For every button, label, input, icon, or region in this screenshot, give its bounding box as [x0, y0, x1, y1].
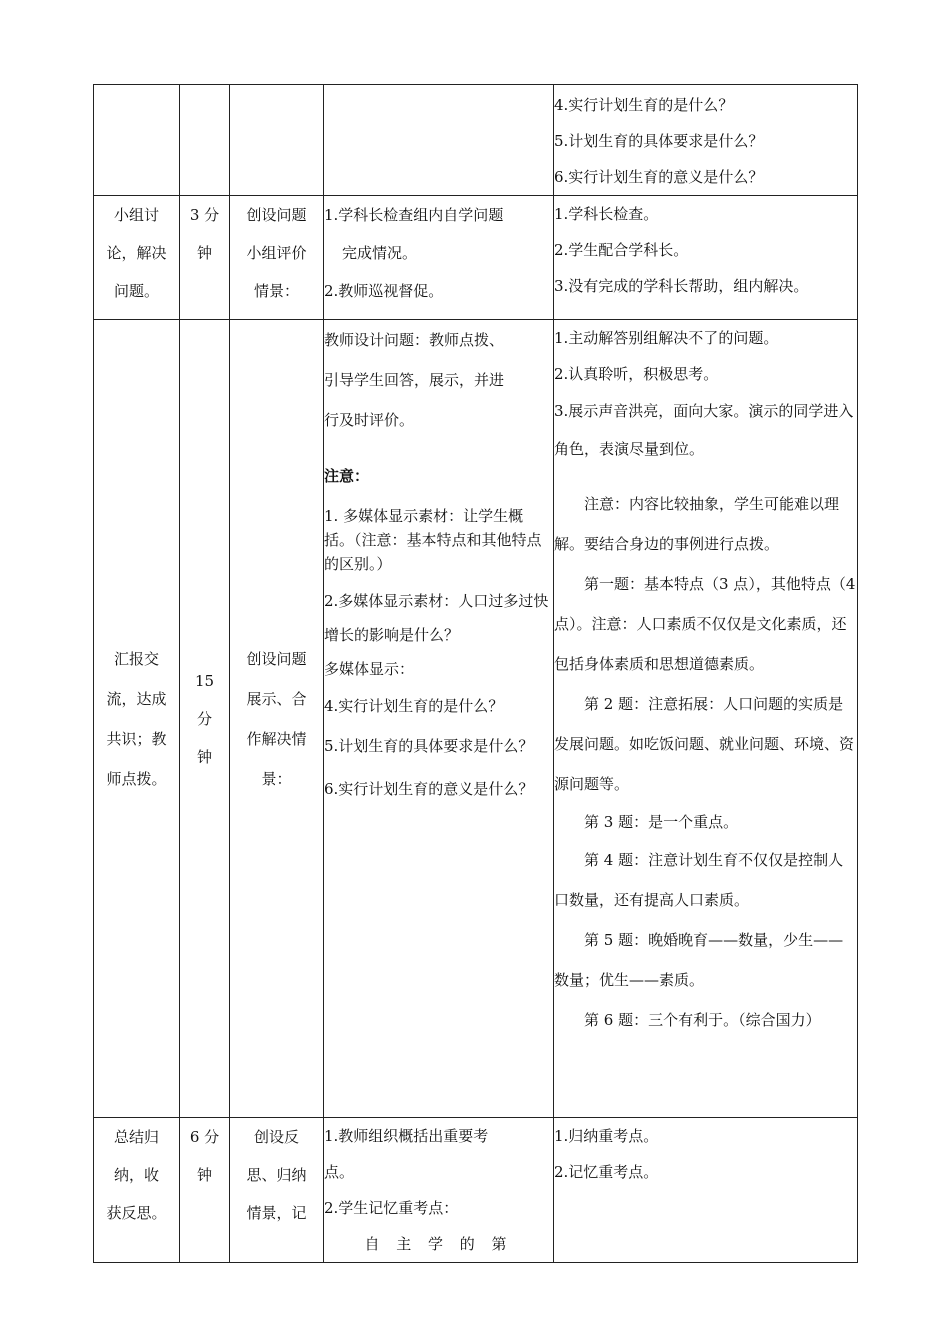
situation-cell [230, 85, 324, 196]
stage-line: 小组讨 [113, 206, 159, 224]
teacher-activity-cell [324, 1118, 554, 1263]
teacher-line: 1.学科长检查组内自学问题 [324, 206, 504, 224]
stage-line: 共识；教 [106, 729, 167, 748]
stage-line: 流，达成 [106, 689, 167, 708]
teacher-item: 2.多媒体显示素材：人口过多过快增长的影响是什么？ [324, 592, 549, 644]
teacher-line: 2.学生记忆重考点： [324, 1199, 459, 1217]
situation-line: 创设问题 [246, 649, 307, 668]
teacher-line: 1.教师组织概括出重要考 [324, 1127, 489, 1145]
student-note: 第一题：基本特点（3 点），其他特点（4 点）。注意：人口素质不仅仅是文化素质，还包括身体素质和思想道德素质。 [554, 575, 856, 673]
situation-line: 思、归纳 [246, 1166, 307, 1184]
table-row [94, 196, 858, 320]
student-line: 3.展示声音洪亮，面向大家。演示的同学进入角色，表演尽量到位。 [554, 402, 854, 458]
situation-line: 情景，记 [246, 1204, 307, 1222]
stage-line: 问题。 [113, 282, 159, 300]
student-line: 2.认真聆听，积极思考。 [554, 365, 719, 383]
teacher-item: 4.实行计划生育的是什么？ [324, 697, 504, 715]
situation-line: 创设问题 [246, 206, 307, 224]
student-note: 第 2 题：注意拓展：人口问题的实质是发展问题。如吃饭问题、就业问题、环境、资源问题等。 [554, 695, 855, 793]
situation-cell [230, 196, 324, 320]
stage-line: 总结归 [113, 1128, 159, 1146]
stage-cell [94, 1118, 180, 1263]
table-row [94, 1118, 858, 1263]
situation-cell [230, 1118, 324, 1263]
time-cell [180, 196, 230, 320]
time-line: 钟 [196, 244, 212, 262]
situation-line: 作解决情 [246, 729, 307, 748]
student-activity-cell [554, 85, 858, 196]
student-line: 4.实行计划生育的是什么？ [554, 96, 734, 114]
student-line: 1.主动解答别组解决不了的问题。 [554, 329, 779, 347]
table-row [94, 85, 858, 196]
student-note: 注意：内容比较抽象，学生可能难以理解。要结合身边的事例进行点拨。 [554, 495, 840, 553]
teacher-line: 自 主 学 的 第 [364, 1235, 513, 1253]
stage-cell [94, 320, 180, 1118]
time-line: 3 分 [189, 206, 220, 224]
teacher-activity-cell [324, 85, 554, 196]
time-cell [180, 320, 230, 1118]
stage-line: 论，解决 [106, 244, 167, 262]
stage-cell [94, 85, 180, 196]
situation-line: 展示、合 [246, 689, 307, 708]
time-line: 15 [194, 671, 215, 690]
teacher-line: 完成情况。 [342, 244, 418, 262]
teacher-item: 5.计划生育的具体要求是什么？ [324, 737, 534, 755]
lesson-plan-table [93, 84, 858, 1263]
time-line: 钟 [196, 1166, 212, 1184]
teacher-line: 行及时评价。 [324, 411, 415, 429]
time-line: 6 分 [189, 1128, 220, 1146]
teacher-activity-cell [324, 196, 554, 320]
situation-line: 景： [261, 769, 292, 788]
teacher-item: 多媒体显示： [324, 660, 415, 678]
student-line: 1.归纳重考点。 [554, 1127, 659, 1145]
teacher-line: 引导学生回答，展示，并进 [324, 371, 505, 389]
student-activity-cell [554, 1118, 858, 1263]
student-note: 第 6 题：三个有利于。（综合国力） [584, 1011, 821, 1029]
situation-cell [230, 320, 324, 1118]
teacher-line: 点。 [324, 1163, 355, 1181]
time-cell [180, 1118, 230, 1263]
student-line: 2.记忆重考点。 [554, 1163, 659, 1181]
time-line: 分 [196, 709, 212, 728]
student-activity-cell [554, 320, 858, 1118]
stage-line: 师点拨。 [106, 769, 167, 788]
teacher-activity-cell [324, 320, 554, 1118]
teacher-item: 1. 多媒体显示素材：让学生概括。（注意：基本特点和其他特点的区别。） [324, 507, 542, 573]
stage-cell [94, 196, 180, 320]
stage-line: 获反思。 [106, 1204, 167, 1222]
student-activity-cell [554, 196, 858, 320]
student-line: 1.学科长检查。 [554, 205, 659, 223]
time-cell [180, 85, 230, 196]
teacher-item: 6.实行计划生育的意义是什么？ [324, 780, 534, 798]
student-note: 第 5 题：晚婚晚育——数量，少生——数量；优生——素质。 [554, 931, 844, 989]
situation-line: 创设反 [253, 1128, 299, 1146]
time-line: 钟 [196, 747, 212, 766]
student-line: 6.实行计划生育的意义是什么？ [554, 168, 764, 186]
note-title: 注意： [324, 467, 370, 485]
teacher-line: 教师设计问题：教师点拨、 [324, 331, 505, 349]
stage-line: 纳，收 [113, 1166, 159, 1184]
student-line: 2.学生配合学科长。 [554, 241, 689, 259]
teacher-line: 2.教师巡视督促。 [324, 282, 444, 300]
student-note: 第 4 题：注意计划生育不仅仅是控制人口数量，还有提高人口素质。 [554, 851, 844, 909]
student-note: 第 3 题：是一个重点。 [584, 813, 739, 831]
stage-line: 汇报交 [113, 649, 159, 668]
situation-line: 小组评价 [246, 244, 307, 262]
situation-line: 情景： [253, 282, 299, 300]
student-line: 3.没有完成的学科长帮助，组内解决。 [554, 277, 809, 295]
student-line: 5.计划生育的具体要求是什么？ [554, 132, 764, 150]
table-row [94, 320, 858, 1118]
